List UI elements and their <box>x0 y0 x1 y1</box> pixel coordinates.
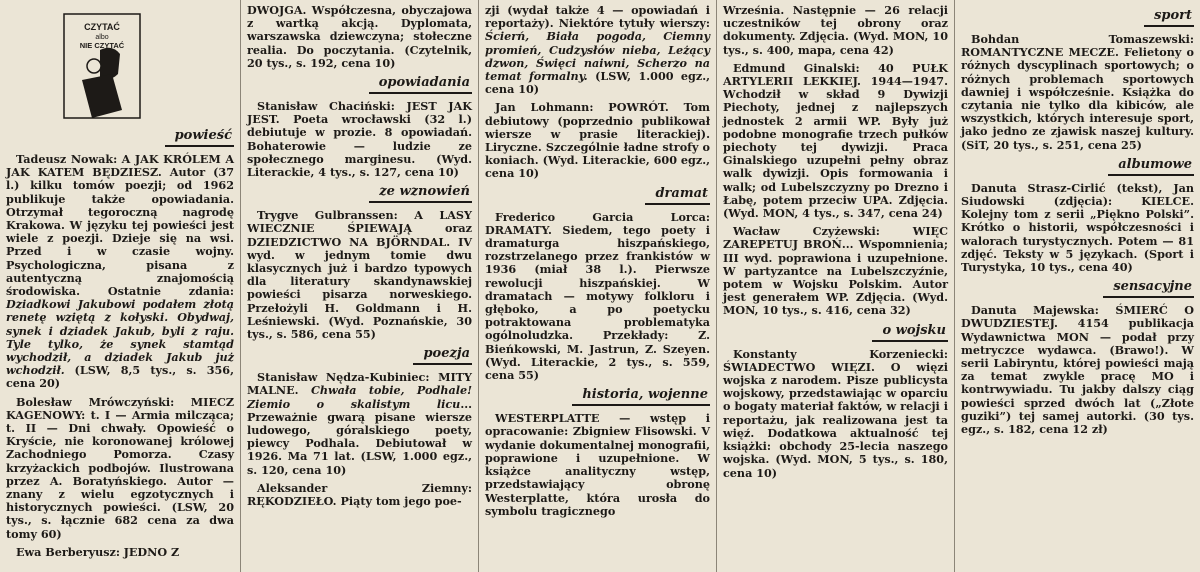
review-czyzewski: Wacław Czyżewski: WIĘC ZAREPETUJ BROŃ... Wspomnienia; III wyd. poprawiona i uzupełnione. W partyzantce na Lubelszczyźnie, potem w Wojsku Polskim. Autor jest generałem WP. Zdjęcia. (Wyd. MON, 10 tys., s. 416, cena 32) <box>723 224 948 318</box>
logo-line-2: albo <box>95 34 109 41</box>
review-mrowczynski: Bolesław Mrówczyński: MIECZ KAGENOWY: t. I — Armia milcząca; t. II — Dni chwały. Opowieść o Kryście, nie koronowanej królowej Zachodniego Pomorza. Czasy krzyżackich podbojów. Ilustrowana przez A. Boratyńskiego. Autor — znany z wielu egzotycznych i historycznych powieści. (LSW, 20 tys., s. łącznie 682 cena za dwa tomy 60) <box>6 394 235 541</box>
review-berberyusz: Ewa Berberyusz: JEDNO Z <box>16 544 180 559</box>
review-chacinski: Stanisław Chaciński: JEST JAK JEST. Poeta wrocławski (32 l.) debiutuje w prozie. 8 opowiadań. Bohaterowie — ludzie ze społecznego marginesu. (Wyd. Literackie, 4 tys., s. 127, cena 10) <box>247 99 472 180</box>
column-5 <box>955 0 1200 572</box>
review-nowak: Tadeusz Nowak: A JAK KRÓLEM A JAK KATEM BĘDZIESZ. Autor (37 l.) kilku tomów poezji; od 1962 publikuje także opowiadania. Otrzymał tegoroczną nagrodę Krakowa. W języku tej powieści jest wiele z poezji. Dzieje się na wsi. Przed i w czasie wojny. Psychologiczna, pisana z autentyczną znajomością środowiska. Ostatnie zdania: Dziadkowi Jakubowi podałem złotą renetę wziętą z kołyski. Obydwaj, synek i dziadek Jakub, byli z raju. Tyle tylko, że synek stamtąd wychodził, a dziadek Jakub już wchodził. (LSW, 8,5 tys., s. 356, cena 20) <box>6 152 235 391</box>
section-heading-opowiadania: opowiadania <box>247 75 472 94</box>
section-heading-powiesc: powieść <box>6 128 234 147</box>
review-gulbranssen: Trygve Gulbranssen: A LASY WIECZNIE ŚPIEWAJĄ oraz DZIEDZICTWO NA BJÖRNDAL. IV wyd. w jednym tomie dwu klasycznych już i bardzo typowych dla literatury skandynawskiej powieści pisarza norweskiego. Przełożyli H. Goldmann i H. Leśniewski. (Wyd. Poznańskie, 30 tys., s. 586, cena 55) <box>247 208 472 342</box>
review-westerplatte-cont: Września. Następnie — 26 relacji uczestników tej obrony oraz dokumenty. Zdjęcia. (Wyd. MON, 10 tys., s. 400, mapa, cena 42) <box>723 3 948 57</box>
section-heading-poezja: poezja <box>247 346 472 365</box>
review-nedza-kubiniec: Stanisław Nędza-Kubiniec: MITY MALNE. Chwała tobie, Podhale! Ziemio o skalistym licu... Przeważnie gwarą pisane wiersze ludowego, góralskiego poety, piewcy Podhala. Debiutował w 1926. Ma 71 lat. (LSW, 1.000 egz., s. 120, cena 10) <box>247 370 472 477</box>
section-heading-sport: sport <box>961 8 1194 27</box>
review-berberyusz-cont: DWOJGA. Współczesna, obyczajowa z wartką akcją. Dyplomata, warszawska dziewczyna; stołeczne realia. Do poczytania. (Czytelnik, 20 tys., s. 192, cena 10) <box>247 3 472 70</box>
review-strasz-cirlic: Danuta Strasz-Cirlić (tekst), Jan Siudowski (zdjęcia): KIELCE. Kolejny tom z serii „Piękno Polski”. Krótko o historii, współczesności i walorach turystycznych. Potem — 81 zdjęć. Teksty w 5 językach. (Sport i Turystyka, 10 tys., cena 40) <box>961 180 1194 275</box>
section-heading-historia-wojenne: historia, wojenne <box>485 387 710 406</box>
review-lorca: Frederico Garcia Lorca: DRAMATY. Siedem, tego poety i dramaturga hiszpańskiego, rozstrzelanego przez frankistów w 1936 (miał 38 l.). Pierwsze rewolucji hiszpańskiej. W dramatach — motywy folkloru i głęboko, a po poetycku potraktowana problematyka ogólnoludzka. Przekłady: Z. Bieńkowski, M. Jastrun, Z. Szeyen. (Wyd. Literackie, 2 tys., s. 559, cena 55) <box>485 209 710 383</box>
section-heading-dramat: dramat <box>485 186 710 205</box>
review-westerplatte: WESTERPLATTE — wstęp i opracowanie: Zbigniew Flisowski. V wydanie dokumentalnej monografii, poprawione i uzupełnione. W książce analityczny wstęp, przedstawiający obronę Westerplatte, która urosła do symbolu tragicznego <box>485 411 710 518</box>
column-3 <box>479 0 716 572</box>
logo-line-1: CZYTAĆ <box>84 22 120 32</box>
czytac-albo-nie-czytac-logo <box>60 10 144 122</box>
column-2 <box>241 0 478 572</box>
column-4 <box>717 0 954 572</box>
review-korzeniecki: Konstanty Korzeniecki: ŚWIADECTWO WIĘZI. O więzi wojska z narodem. Pisze publicysta wojskowy, przedstawiając w oparciu o bogaty materiał faktów, w relacji i reportażu, jak realizowana jest ta więź. Dodatkowa aktualność tej książki: obchody 25-lecia naszego wojska. (Wyd. MON, 5 tys., s. 180, cena 10) <box>723 346 948 480</box>
review-majewska: Danuta Majewska: ŚMIERĆ O DWUDZIESTEJ. 4154 publikacja Wydawnictwa MON — podał przy metryczce wydawca. (Brawo!). W serii Labiryntu, której powieści mają za temat zwykle pracę MO i kontrwywiadu. Tu jakby dalszy ciąg powieści sprzed dwóch lat („Złote guziki”) tej samej autorki. (30 tys. egz., s. 182, cena 12 zł) <box>961 303 1194 437</box>
section-heading-wznowien: ze wznowień <box>247 184 472 203</box>
section-heading-sensacyjne: sensacyjne <box>961 279 1194 298</box>
logo-line-3: NIE CZYTAĆ <box>79 41 125 50</box>
section-heading-albumowe: albumowe <box>961 157 1194 176</box>
review-ziemny: Aleksander Ziemny: RĘKODZIEŁO. Piąty tom jego poe- <box>247 480 472 509</box>
column-1 <box>0 0 240 572</box>
review-tomaszewski: Bohdan Tomaszewski: ROMANTYCZNE MECZE. Felietony o różnych dyscyplinach sportowych; o różnych problemach sportowych dawniej i współcześnie. Książka do czytania nie tylko dla kibiców, ale wszystkich, których interesuje sport, jako jedno ze zjawisk naszej kultury. (SiT, 20 tys., s. 251, cena 25) <box>961 32 1194 152</box>
section-heading-o-wojsku: o wojsku <box>723 323 948 342</box>
review-ziemny-cont: zji (wydał także 4 — opowiadań i reportaży). Niektóre tytuły wierszy: Ścierń, Biała pogoda, Ciemny promień, Cudzysłów nieba, Leżący dzwon, Święci naiwni, Scherzo na temat formalny. (LSW, 1.000 egz., cena 10) <box>485 3 711 97</box>
review-lohmann: Jan Lohmann: POWRÓT. Tom debiutowy (poprzednio publikował wiersze w prasie literackiej). Liryczne. Szczególnie ładne strofy o koniach. (Wyd. Literackie, 600 egz., cena 10) <box>485 100 710 181</box>
review-ginalski: Edmund Ginalski: 40 PUŁK ARTYLERII LEKKIEJ. 1944—1947. Wchodził w skład 9 Dywizji Piechoty, jednej z najlepszych jednostek 2 armii WP. Były już podobne monografie trzech pułków piechoty tej dywizji. Praca Ginalskiego uzupełni pełny obraz walk dywizji. Opis formowania i walk; od Lubelszczyzny po Drezno i Łabę, potem przeciw UPA. Zdjęcia. (Wyd. MON, 4 tys., s. 347, cena 24) <box>723 60 948 221</box>
